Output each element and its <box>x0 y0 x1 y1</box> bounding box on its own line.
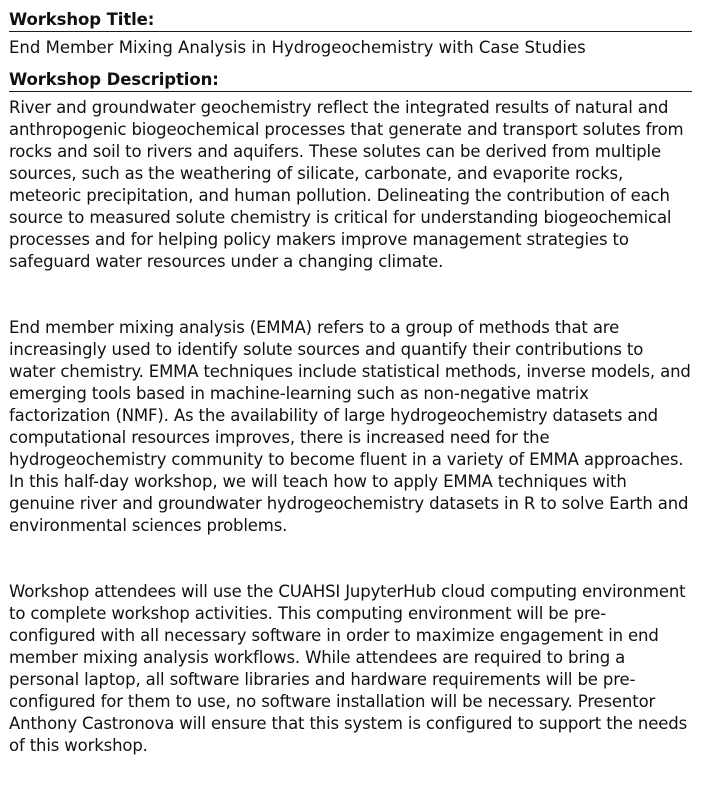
description-paragraph-1: River and groundwater geochemistry reflect the integrated results of natural and anthropogenic biogeochemical processes that generate and transport solutes from rocks and soil to rivers and aquifers. These solutes can be derived from multiple sources, such as the weathering of silicate, carbonate, and evaporite rocks, meteoric precipitation, and human pollution. Delineating the contribution of each source to measured solute chemistry is critical for understanding biogeochemical processes and for helping policy makers improve management strategies to safeguard water resources under a changing climate. <box>9 98 684 271</box>
description-paragraph-2: End member mixing analysis (EMMA) refers to a group of methods that are increasingly used to identify solute sources and quantify their contributions to water chemistry. EMMA techniques include statistical methods, inverse models, and emerging tools based in machine-learning such as non-negative matrix factorization (NMF). As the availability of large hydrogeochemistry datasets and computational resources improves, there is increased need for the hydrogeochemistry community to become fluent in a variety of EMMA approaches. In this half-day workshop, we will teach how to apply EMMA techniques with genuine river and groundwater hydrogeochemistry datasets in R to solve Earth and environmental sciences problems. <box>9 318 691 535</box>
description-heading: Workshop Description: <box>9 68 692 92</box>
title-heading: Workshop Title: <box>9 8 692 32</box>
description-paragraph-3: Workshop attendees will use the CUAHSI JupyterHub cloud computing environment to complete workshop activities. This computing environment will be pre-configured with all necessary software in order to maximize engagement in end member mixing analysis workflows. While attendees are required to bring a personal laptop, all software libraries and hardware requirements will be pre-configured for them to use, no software installation will be necessary. Presentor Anthony Castronova will ensure that this system is configured to support the needs of this workshop. <box>9 582 688 755</box>
workshop-title: End Member Mixing Analysis in Hydrogeochemistry with Case Studies <box>9 38 586 57</box>
